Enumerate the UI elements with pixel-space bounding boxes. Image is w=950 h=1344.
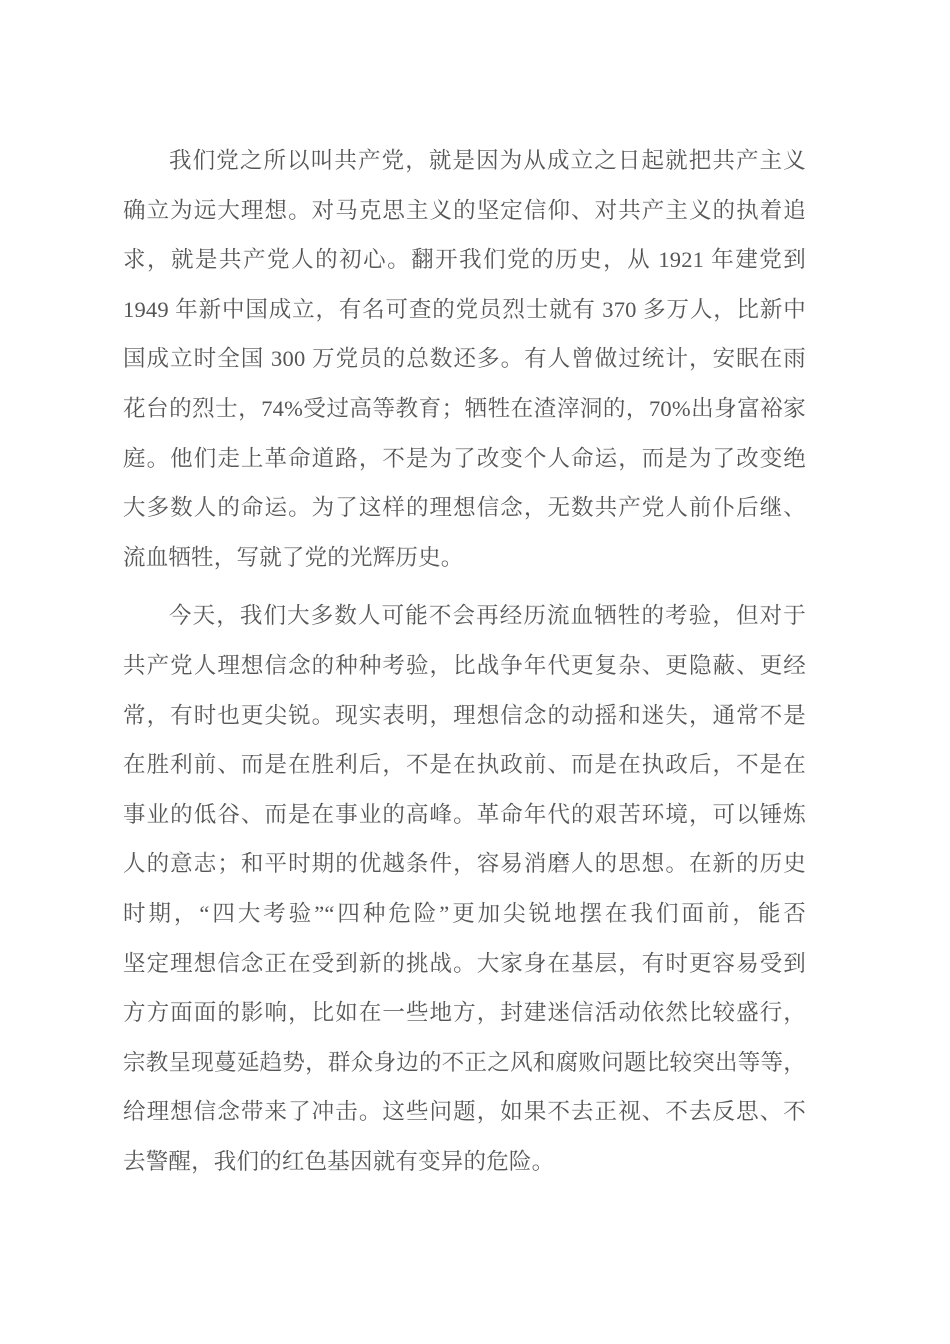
text-line: 共产党人理想信念的种种考验，比战争年代更复杂、更隐蔽、更经 — [123, 652, 806, 678]
text-line: 坚定理想信念正在受到新的挑战。大家身在基层，有时更容易受到 — [123, 950, 806, 976]
text-line: 人的意志；和平时期的优越条件，容易消磨人的思想。在新的历史 — [123, 851, 806, 877]
text-line: 确立为远大理想。对马克思主义的坚定信仰、对共产主义的执着追 — [123, 197, 806, 223]
text-line: 去警醒，我们的红色基因就有变异的危险。 — [123, 1148, 555, 1174]
document-text-block — [123, 136, 806, 1186]
paragraph-1 — [123, 136, 806, 582]
text-line: 宗教呈现蔓延趋势，群众身边的不正之风和腐败问题比较突出等等， — [123, 1049, 806, 1075]
text-line: 求，就是共产党人的初心。翻开我们党的历史，从 1921 年建党到 — [123, 247, 806, 273]
text-line: 国成立时全国 300 万党员的总数还多。有人曾做过统计，安眠在雨 — [123, 346, 806, 372]
text-line: 事业的低谷、而是在事业的高峰。革命年代的艰苦环境，可以锤炼 — [123, 801, 806, 827]
text-line: 方方面面的影响，比如在一些地方，封建迷信活动依然比较盛行， — [123, 1000, 806, 1026]
text-line: 庭。他们走上革命道路，不是为了改变个人命运，而是为了改变绝 — [123, 445, 806, 471]
text-line: 1949 年新中国成立，有名可查的党员烈士就有 370 多万人，比新中 — [123, 296, 806, 322]
text-line: 给理想信念带来了冲击。这些问题，如果不去正视、不去反思、不 — [123, 1099, 806, 1125]
paragraph-2 — [123, 591, 806, 1186]
text-line: 今天，我们大多数人可能不会再经历流血牺牲的考验，但对于 — [169, 603, 806, 629]
text-line: 大多数人的命运。为了这样的理想信念，无数共产党人前仆后继、 — [123, 495, 806, 521]
text-line: 时期，“四大考验”“四种危险”更加尖锐地摆在我们面前，能否 — [123, 900, 806, 926]
text-line: 流血牺牲，写就了党的光辉历史。 — [123, 544, 464, 570]
text-line: 在胜利前、而是在胜利后，不是在执政前、而是在执政后，不是在 — [123, 752, 806, 778]
text-line: 花台的烈士，74%受过高等教育；牺牲在渣滓洞的，70%出身富裕家 — [123, 395, 806, 421]
text-line: 我们党之所以叫共产党，就是因为从成立之日起就把共产主义 — [169, 148, 806, 173]
text-line: 常，有时也更尖锐。现实表明，理想信念的动摇和迷失，通常不是 — [123, 702, 806, 728]
